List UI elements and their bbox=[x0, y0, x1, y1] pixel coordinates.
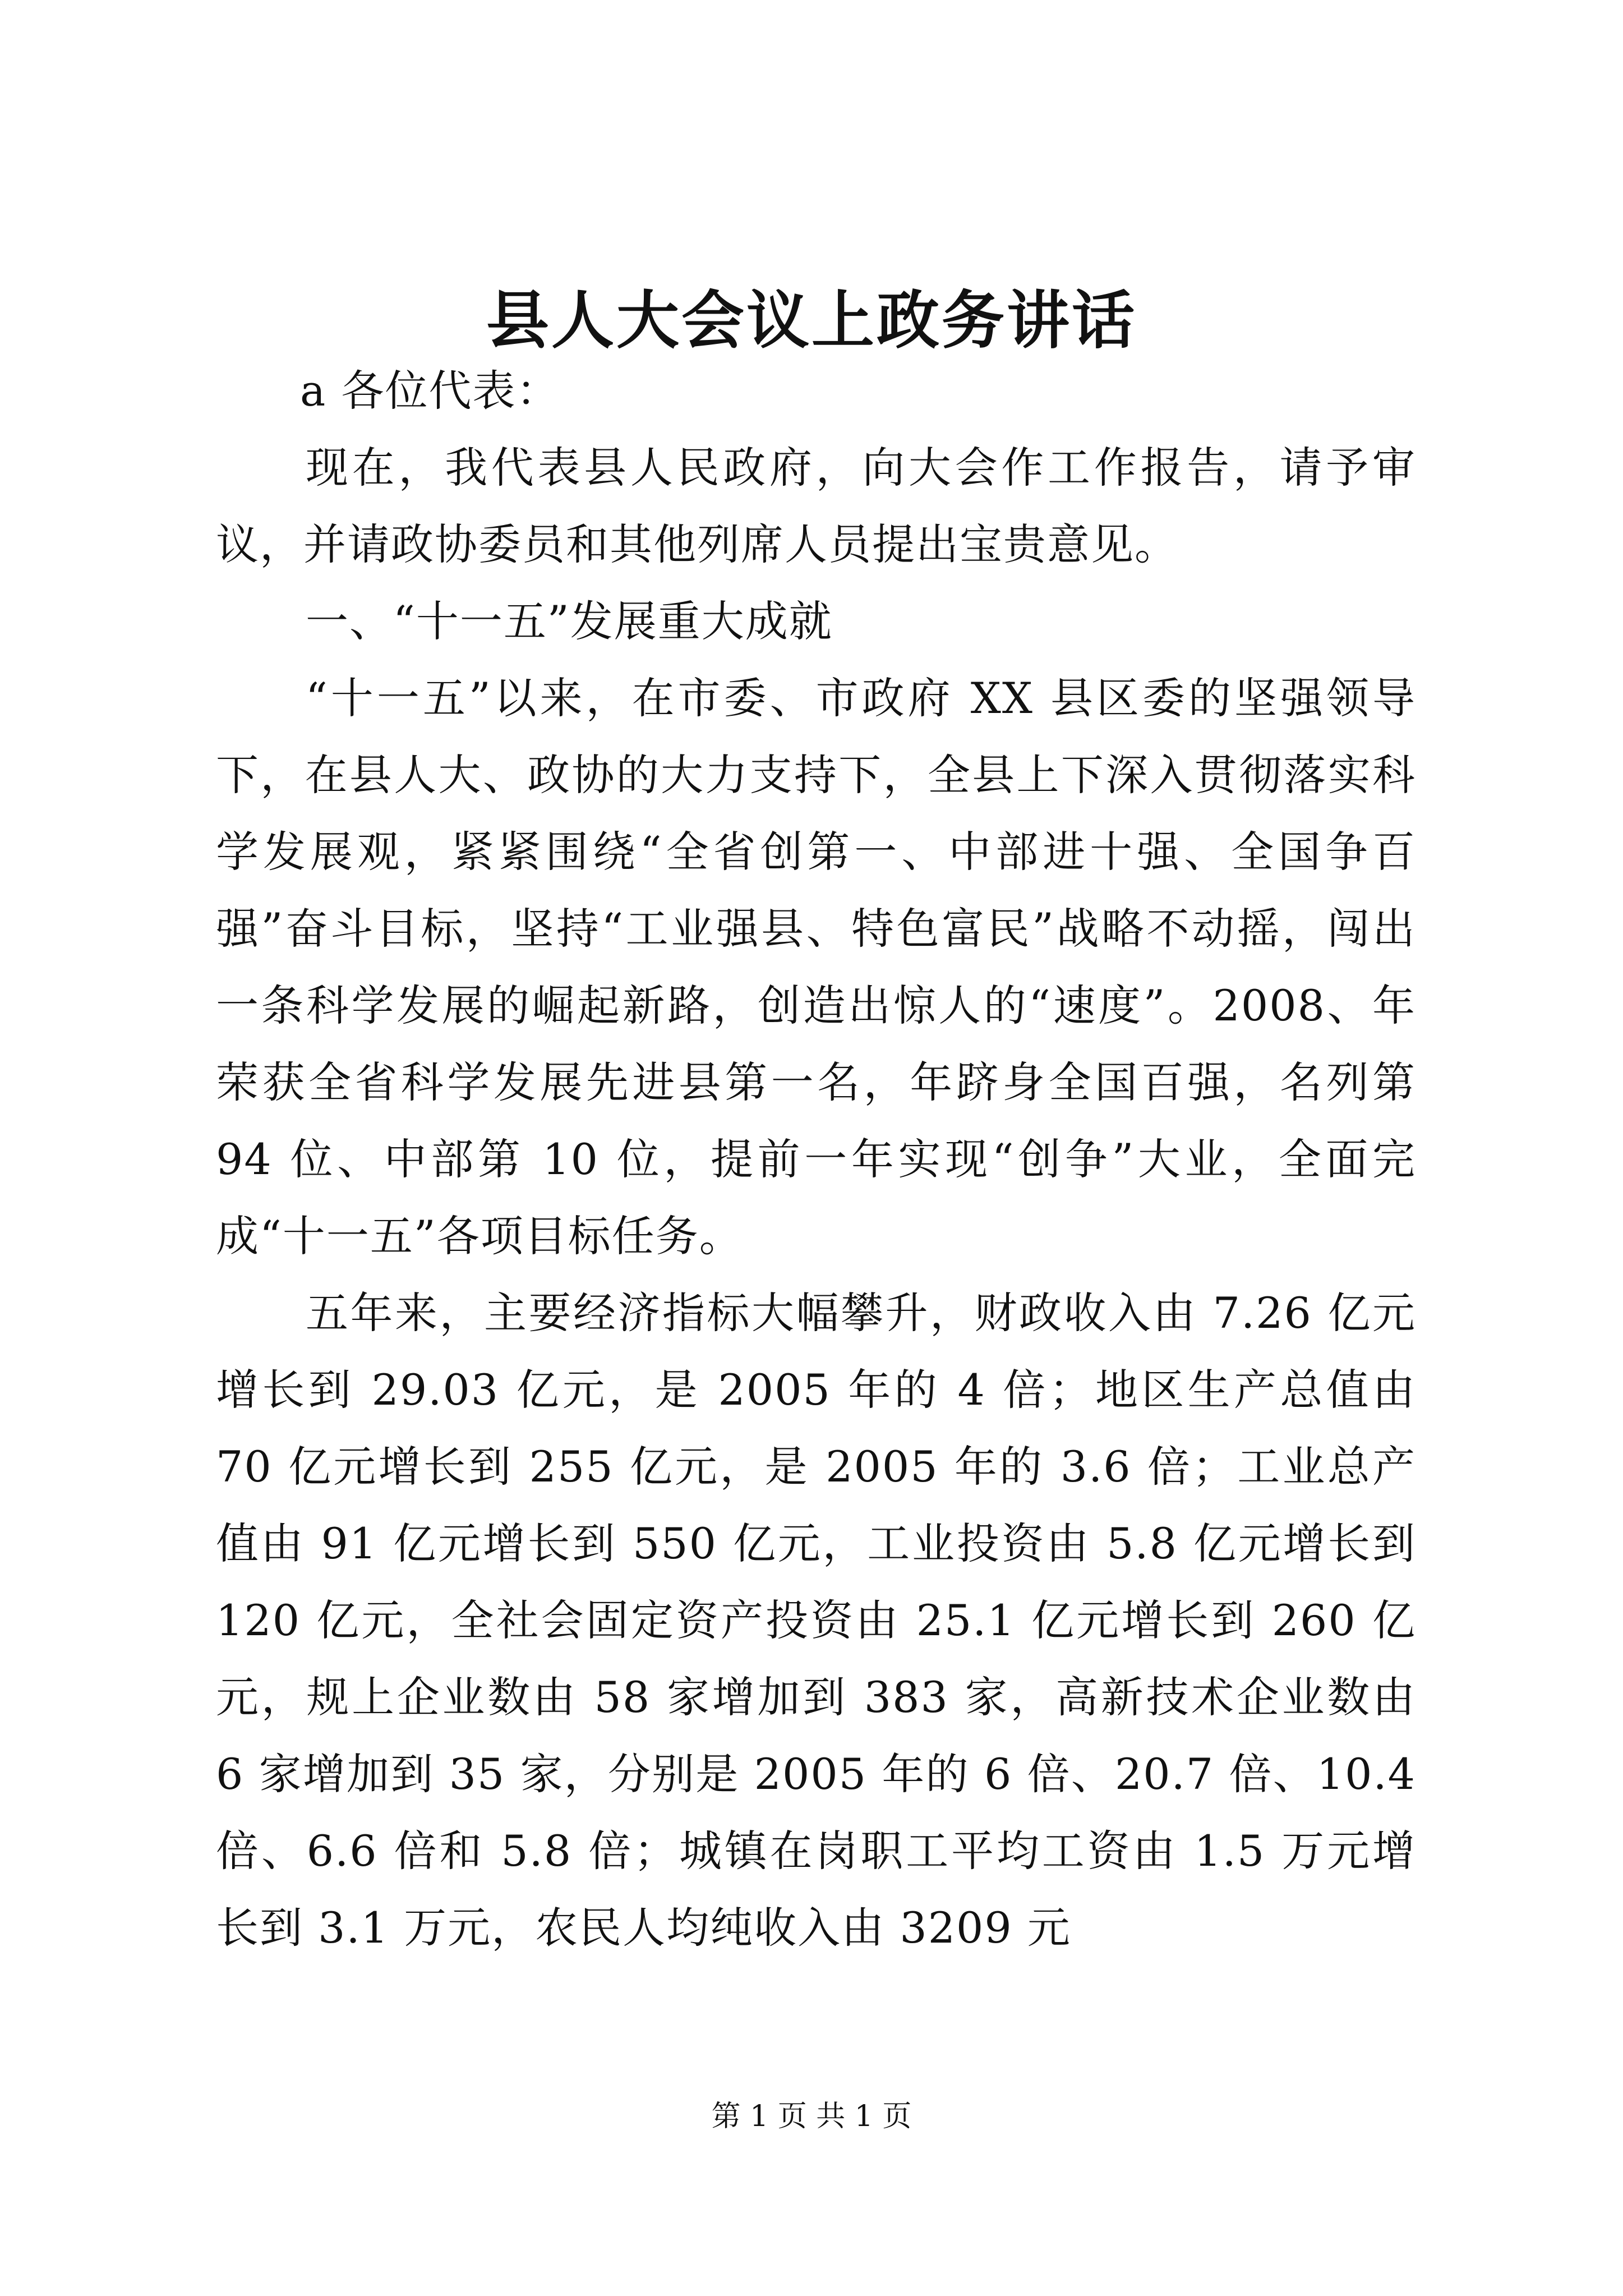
opening-paragraph: 现在，我代表县人民政府，向大会作工作报告，请予审议，并请政协委员和其他列席人员提出宝贵意见。 bbox=[216, 443, 1416, 569]
document-title: 县人大会议上政务讲话 bbox=[486, 284, 1137, 357]
document-body bbox=[216, 352, 1416, 1966]
salutation-paragraph: a 各位代表： bbox=[300, 366, 560, 416]
page-footer: 第 1 页 共 1 页 bbox=[711, 2100, 912, 2133]
section-heading: 一、“十一五”发展重大成就 bbox=[306, 596, 833, 646]
economic-indicators-paragraph: 五年来，主要经济指标大幅攀升，财政收入由 7.26 亿元增长到 29.03 亿元，是 2005 年的 4 倍；地区生产总值由 70 亿元增长到 255 亿元，是 2005 年的 3.6 倍；工业总产值由 91 亿元增长到 550 亿元，工业投资由 5.8 亿元增长到 120 亿元，全社会固定资产投资由 25.1 亿元增长到 260 亿元，规上企业数由 58 家增加到 383 家，高新技术企业数由 6 家增加到 35 家，分别是 2005 年的 6 倍、20.7 倍、10.4 倍、6.6 倍和 5.8 倍；城镇在岗职工平均工资由 1.5 万元增长到 3.1 万元，农民人均纯收入由 3209 元 bbox=[216, 1288, 1416, 1953]
achievement-paragraph: “十一五”以来，在市委、市政府 XX 县区委的坚强领导下，在县人大、政协的大力支持下，全县上下深入贯彻落实科学发展观，紧紧围绕“全省创第一、中部进十强、全国争百强”奋斗目标，坚持“工业强县、特色富民”战略不动摇，闯出一条科学发展的崛起新路，创造出惊人的“速度”。2008、年荣获全省科学发展先进县第一名，年跻身全国百强，名列第 94 位、中部第 10 位，提前一年实现“创争”大业，全面完成“十一五”各项目标任务。 bbox=[216, 673, 1416, 1261]
